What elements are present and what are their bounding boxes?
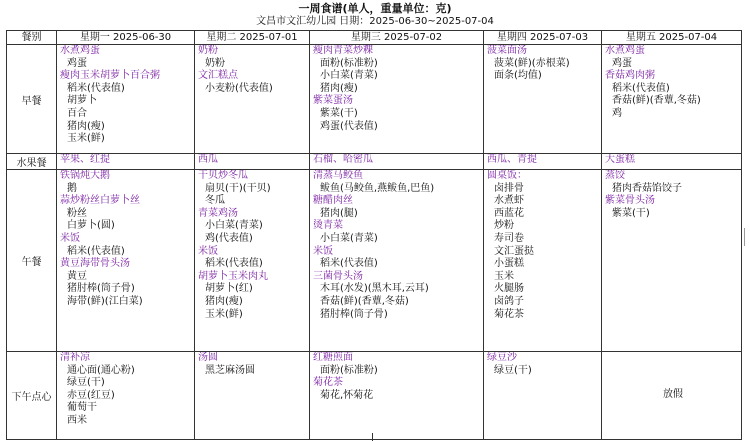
dish-name: 汤圆 [198, 352, 218, 363]
menu-cell [195, 170, 310, 352]
ingredient: 西米 [67, 414, 87, 426]
meal-row [7, 352, 742, 440]
ingredient: 鸡蛋(代表值) [320, 120, 378, 132]
menu-cell [310, 170, 484, 352]
meal-row [7, 45, 742, 154]
weekly-menu-table [6, 30, 742, 440]
ingredient: 小白菜(青菜) [320, 70, 378, 82]
ingredient: 炒粉 [494, 220, 514, 232]
dish-name: 西瓜 [198, 154, 218, 165]
ingredient: 通心面(通心粉) [67, 364, 135, 376]
ingredient: 黑芝麻汤圆 [205, 364, 255, 376]
dish-name: 石榴、哈密瓜 [313, 154, 373, 165]
ingredient: 鸡(代表值) [205, 232, 253, 244]
ingredient: 菊花,怀菊花 [320, 389, 374, 401]
ingredient: 稻米(代表值) [612, 82, 670, 94]
dish-name: 青菜鸡汤 [198, 207, 238, 219]
dish-name: 水煮鸡蛋 [605, 45, 645, 56]
menu-cell [310, 45, 484, 154]
menu-cell [57, 170, 195, 352]
ingredient: 猪肘棒(筒子骨) [320, 308, 388, 320]
ingredient: 菊花茶 [494, 308, 524, 320]
ingredient: 小麦粉(代表值) [205, 82, 273, 94]
dish-name: 清蒸马鲛鱼 [313, 170, 363, 181]
ingredient: 文汇蛋挞 [494, 245, 534, 257]
dish-name: 糖醋肉丝 [313, 195, 353, 207]
day-header: 星期五 2025-07-04 [602, 31, 742, 45]
menu-cell [484, 45, 602, 154]
ingredient: 火腿肠 [494, 283, 524, 295]
ingredient: 西蓝花 [494, 207, 524, 219]
ingredient: 胡萝卜(红) [205, 283, 253, 295]
ingredient: 海带(鲜)(江白菜) [67, 295, 143, 307]
ingredient: 绿豆(干) [67, 377, 105, 389]
ingredient: 百合 [67, 107, 87, 119]
dish-name: 烫青菜 [313, 220, 343, 232]
ingredient: 赤豆(红豆) [67, 389, 115, 401]
ingredient: 玉米 [494, 270, 514, 282]
ingredient: 稻米(代表值) [320, 258, 378, 270]
ingredient: 猪肉(瘦) [320, 82, 358, 94]
dish-name: 瘦肉青菜炒粿 [313, 45, 373, 56]
ingredient: 奶粉 [205, 57, 225, 69]
ingredient: 寿司卷 [494, 232, 524, 244]
day-header: 星期一 2025-06-30 [57, 31, 195, 45]
menu-cell [602, 170, 742, 352]
ingredient: 紫菜(干) [612, 207, 650, 219]
ingredient: 小白菜(青菜) [320, 232, 378, 244]
dish-name: 干贝炒冬瓜 [198, 170, 248, 181]
menu-cell [484, 170, 602, 352]
ingredient: 面粉(标准粉) [320, 364, 378, 376]
ingredient: 卤排骨 [494, 182, 524, 194]
header-row [7, 31, 742, 45]
ingredient: 菠菜(鲜)(赤根菜) [494, 57, 570, 69]
meal-label: 早餐 [7, 45, 57, 154]
ingredient: 绿豆(干) [494, 364, 532, 376]
dish-name: 水煮鸡蛋 [60, 45, 100, 56]
ingredient: 胡萝卜 [67, 95, 97, 107]
dish-name: 圆桌饭： [487, 170, 527, 181]
dish-name: 瘦肉玉米胡萝卜百合粥 [60, 70, 160, 82]
meal-label: 午餐 [7, 170, 57, 352]
ingredient: 鸡 [612, 107, 622, 119]
meal-row [7, 154, 742, 170]
menu-cell [57, 154, 195, 170]
menu-cell [195, 352, 310, 440]
dish-name: 红糖煎面 [313, 352, 353, 363]
ingredient: 猪肘棒(筒子骨) [67, 283, 135, 295]
menu-cell [195, 154, 310, 170]
ingredient: 猪肉(瘦) [67, 120, 105, 132]
dish-name: 胡萝卜玉米肉丸 [198, 270, 268, 282]
day-header: 星期三 2025-07-02 [310, 31, 484, 45]
ingredient: 玉米(鲜) [205, 308, 243, 320]
text-cursor [372, 433, 373, 441]
menu-subtitle: 文昌市文汇幼儿园 日期：2025-06-30~2025-07-04 [256, 16, 494, 27]
ingredient: 木耳(水发)(黑木耳,云耳) [320, 283, 429, 295]
ingredient: 水煮虾 [494, 195, 524, 207]
ingredient: 香菇(鲜)(香蕈,冬菇) [612, 95, 701, 107]
menu-cell [484, 154, 602, 170]
scroll-indicator [744, 228, 748, 246]
ingredient: 葡萄干 [67, 402, 97, 414]
meal-row [7, 170, 742, 352]
holiday-label: 放假 [663, 389, 683, 401]
ingredient: 鹅 [67, 182, 77, 194]
ingredient: 小白菜(青菜) [205, 220, 263, 232]
dish-name: 香菇鸡肉粥 [605, 70, 655, 82]
ingredient: 鲅鱼(马鲛鱼,燕鲅鱼,巴鱼) [320, 182, 435, 194]
ingredient: 稻米(代表值) [67, 245, 125, 257]
ingredient: 紫菜(干) [320, 107, 358, 119]
dish-name: 绿豆沙 [487, 352, 517, 363]
ingredient: 鸡蛋 [67, 57, 87, 69]
ingredient: 卤鸽子 [494, 295, 524, 307]
dish-name: 蒸饺 [605, 170, 625, 181]
dish-name: 米饭 [313, 245, 333, 257]
dish-name: 大蛋糕 [605, 154, 635, 165]
ingredient: 面条(均值) [494, 70, 542, 82]
ingredient: 扇贝(干)(干贝) [205, 182, 271, 194]
dish-name: 清补凉 [60, 352, 90, 363]
menu-title: 一周食谱(单人，重量单位：克) [298, 2, 452, 15]
dish-name: 西瓜、青提 [487, 154, 537, 165]
ingredient: 猪肉(瘦) [205, 295, 243, 307]
menu-cell [484, 352, 602, 440]
dish-name: 三菌骨头汤 [313, 270, 363, 282]
ingredient: 白萝卜(圆) [67, 220, 115, 232]
menu-cell [602, 154, 742, 170]
dish-name: 苹果、红提 [60, 154, 110, 165]
dish-name: 米饭 [198, 245, 218, 257]
dish-name: 紫菜蛋汤 [313, 95, 353, 107]
ingredient: 面粉(标准粉) [320, 57, 378, 69]
ingredient: 粉丝 [67, 207, 87, 219]
corner-header: 餐别 [7, 31, 57, 45]
meal-label: 水果餐 [7, 154, 57, 170]
meal-label: 下午点心 [7, 352, 57, 440]
ingredient: 稻米(代表值) [205, 258, 263, 270]
menu-cell [195, 45, 310, 154]
ingredient: 冬瓜 [205, 195, 225, 207]
ingredient: 猪肉(腿) [320, 207, 358, 219]
menu-cell [602, 352, 742, 440]
dish-name: 蒜炒粉丝白萝卜丝 [60, 195, 140, 207]
dish-name: 铁锅炖大鹅 [60, 170, 110, 181]
ingredient: 玉米(鲜) [67, 133, 105, 145]
dish-name: 文汇糕点 [198, 70, 238, 82]
dish-name: 菠菜面汤 [487, 45, 527, 56]
menu-cell [310, 352, 484, 440]
dish-name: 紫菜骨头汤 [605, 195, 655, 207]
menu-cell [310, 154, 484, 170]
day-header: 星期二 2025-07-01 [195, 31, 310, 45]
menu-cell [57, 45, 195, 154]
ingredient: 稻米(代表值) [67, 82, 125, 94]
dish-name: 米饭 [60, 232, 80, 244]
ingredient: 黄豆 [67, 270, 87, 282]
ingredient: 香菇(鲜)(香蕈,冬菇) [320, 295, 409, 307]
menu-cell [602, 45, 742, 154]
dish-name: 菊花茶 [313, 377, 343, 389]
ingredient: 鸡蛋 [612, 57, 632, 69]
dish-name: 黄豆海带骨头汤 [60, 258, 130, 270]
ingredient: 小蛋糕 [494, 258, 524, 270]
dish-name: 奶粉 [198, 45, 218, 56]
ingredient: 猪肉香菇馅饺子 [612, 182, 682, 194]
menu-cell [57, 352, 195, 440]
day-header: 星期四 2025-07-03 [484, 31, 602, 45]
